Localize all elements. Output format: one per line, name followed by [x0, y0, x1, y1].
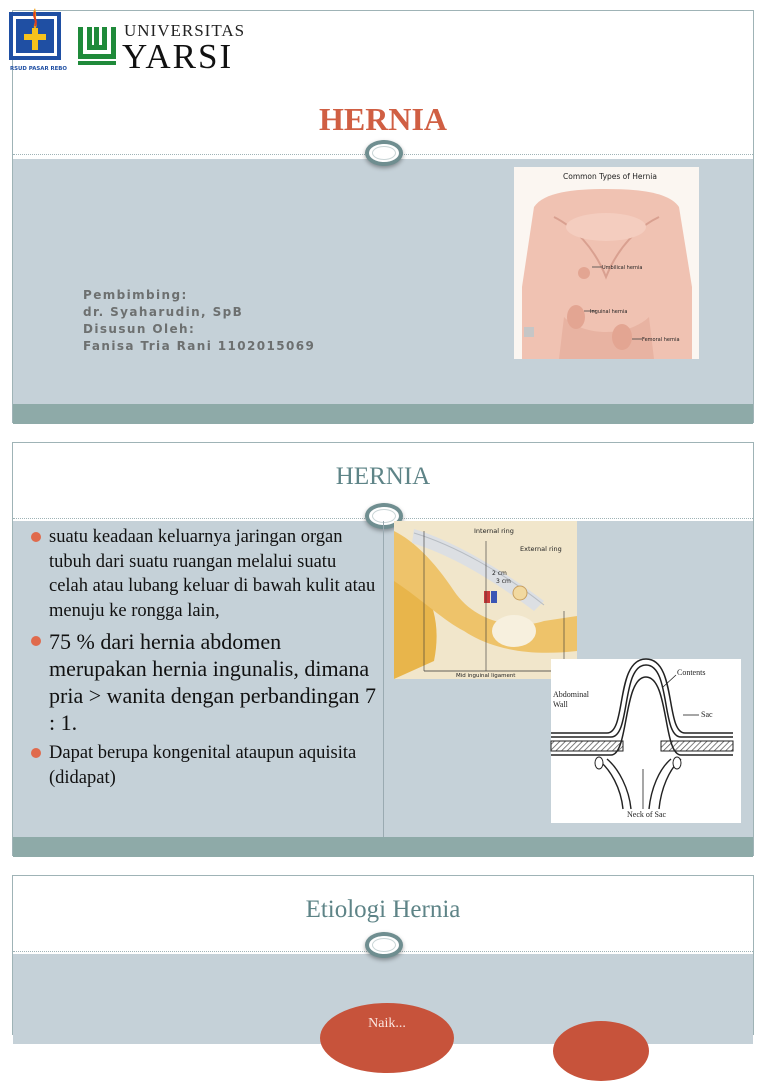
image-label: Contents [677, 668, 706, 677]
image-label: Umbilical hernia [602, 265, 643, 271]
image-label: Neck of Sac [627, 810, 667, 819]
etiology-bubble-text: Naik... [368, 1016, 406, 1031]
bullet-dot-icon [31, 636, 41, 646]
image-label: Abdominal [553, 690, 589, 699]
credits-line: Fanisa Tria Rani 1102015069 [83, 339, 316, 353]
credits-line: dr. Syaharudin, SpB [83, 305, 244, 319]
bullet-dot-icon [31, 748, 41, 758]
bullet-dot-icon [31, 532, 41, 542]
bullet-item [31, 628, 376, 736]
slide-footer [13, 837, 753, 857]
hernia-types-illustration [514, 167, 699, 359]
bullet-list [31, 525, 376, 790]
yarsi-mark-icon [76, 23, 118, 65]
slide-title-text: Etiologi Hernia [305, 896, 461, 923]
slide-title [12, 10, 754, 423]
image-label: Mid inguinal ligament [456, 673, 516, 679]
rsud-logo [9, 4, 67, 74]
credits-line: Pembimbing: [83, 288, 188, 302]
slide-title-text: HERNIA [335, 463, 431, 490]
slide-etiology [12, 875, 754, 1035]
ring-ornament-icon [365, 932, 403, 958]
yarsi-logo [76, 17, 246, 75]
etiology-bubble [553, 1021, 649, 1081]
image-label: 3 cm [496, 578, 511, 585]
image-label: Sac [701, 710, 713, 719]
rsud-logo-text: RSUD PASAR REBO [10, 66, 67, 72]
yarsi-logo-name: YARSI [122, 37, 234, 76]
inguinal-anatomy-illustration [394, 521, 577, 679]
bullet-text: 75 % dari hernia abdomen merupakan hernia ingunalis, dimana pria > wanita dengan perbandingan 7 : 1. [49, 629, 377, 735]
slide-footer [13, 404, 753, 424]
image-label: Wall [553, 700, 568, 709]
image-label: Internal ring [474, 527, 514, 535]
hernia-sac-diagram [551, 659, 741, 823]
image-caption: Common Types of Hernia [563, 172, 657, 181]
credits-block [83, 287, 315, 355]
bullet-item [31, 525, 376, 623]
image-label: Femoral hernia [642, 337, 680, 343]
umbilical-hernia-mark [578, 267, 590, 279]
ring-ornament-icon [365, 140, 403, 166]
yarsi-logo-small-text: UNIVERSITAS [124, 21, 246, 40]
slide-title-text: HERNIA [318, 101, 447, 137]
column-divider [383, 521, 384, 837]
slide-definition [12, 442, 754, 856]
credits-line: Disusun Oleh: [83, 322, 196, 336]
bullet-text: Dapat berupa kongenital ataupun aquisita (didapat) [49, 743, 357, 788]
bullet-text: suatu keadaan keluarnya jaringan organ tubuh dari suatu ruangan melalui suatu celah atau lubang keluar di bawah kulit atau menuju ke rongga lain, [49, 527, 376, 621]
image-label: Inguinal hernia [590, 309, 628, 315]
etiology-bubble [320, 1003, 454, 1073]
bullet-item [31, 741, 376, 790]
image-label: 2 cm [492, 570, 507, 577]
image-label: External ring [520, 545, 562, 553]
